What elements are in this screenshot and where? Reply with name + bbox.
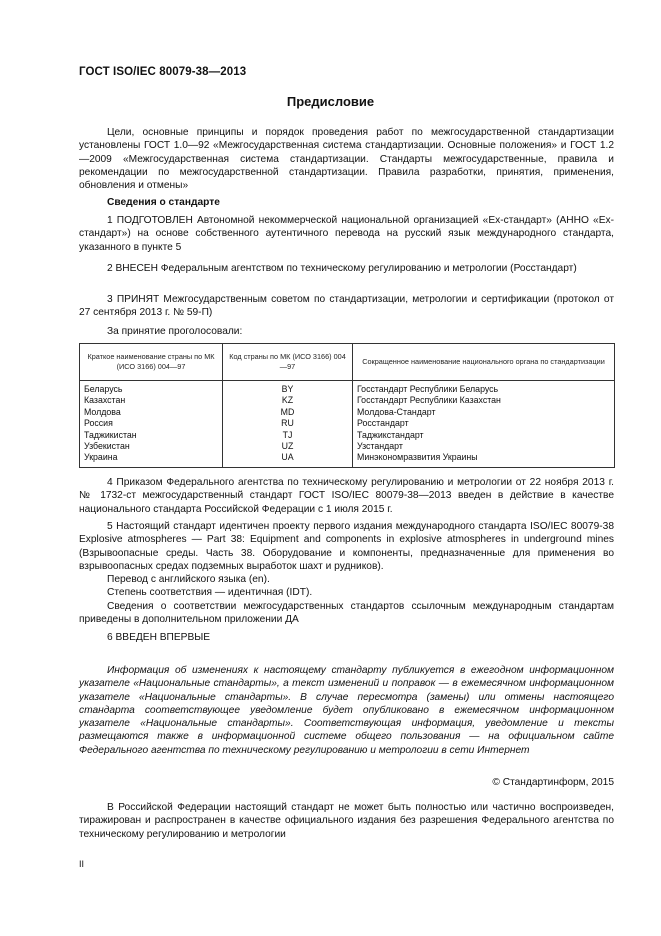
item-6 [79, 631, 614, 644]
country-name: Беларусь [80, 381, 223, 396]
standards-body: Росстандарт [353, 418, 615, 429]
vote-label: За принятие проголосовали: [107, 326, 243, 337]
standards-body: Госстандарт Республики Казахстан [353, 395, 615, 406]
table-row [80, 441, 615, 452]
item-1-text: 1 ПОДГОТОВЛЕН Автономной некоммерческой национальной организацией «Ех-стандарт» (АННО «Ех-стандарт») на основе собственного аутентичного перевода на русский язык международного стандарта, указанного в пункте 5 [79, 215, 614, 253]
standards-body: Узстандарт [353, 441, 615, 452]
item-4-text: 4 Приказом Федерального агентства по техническому регулированию и метрологии от 22 ноября 2013 г. № 1732-ст межгосударственный стандарт ГОСТ ISO/IEC 80079-38—2013 введен в действие в качестве национального стандарта Российской Федерации с 1 июля 2015 г. [79, 477, 614, 515]
country-name: Украина [80, 452, 223, 467]
country-code: RU [223, 418, 353, 429]
intro-block [79, 126, 614, 192]
item-3 [79, 293, 614, 320]
item-2-text: 2 ВНЕСЕН Федеральным агентством по техническому регулированию и метрологии (Росстандарт) [107, 263, 577, 274]
page-title: Предисловие [286, 94, 375, 109]
table-header-cell: Сокращенное наименование национального органа по стандартизации [353, 344, 615, 381]
item-3-text: 3 ПРИНЯТ Межгосударственным советом по стандартизации, метрологии и сертификации (протокол от 27 сентября 2013 г. № 59-П) [79, 294, 614, 319]
country-code: MD [223, 407, 353, 418]
info-block [79, 664, 614, 757]
table-header-cell: Код страны по МК (ИСО 3166) 004—97 [223, 344, 353, 381]
country-name: Таджикистан [80, 430, 223, 441]
item-6-text: 6 ВВЕДЕН ВПЕРВЫЕ [107, 632, 211, 643]
standards-body: Молдова-Стандарт [353, 407, 615, 418]
copyright: © Стандартинформ, 2015 [492, 777, 614, 788]
country-name: Казахстан [80, 395, 223, 406]
intro-paragraph: Цели, основные принципы и порядок проведения работ по межгосударственной стандартизации установлены ГОСТ 1.0—92 «Межгосударственная система стандартизации. Основные положения» и ГОСТ 1.2—2009 «Межгосударственная система стандартизации. Стандарты межгосударственные, правила и рекомендации по межгосударственной стандартизации. Правила разработки, принятия, применения, обновления и отмены» [79, 127, 614, 192]
standards-body: Минэкономразвития Украины [353, 452, 615, 467]
notice-block [79, 801, 614, 841]
table-row [80, 381, 615, 396]
page-number: II [79, 859, 85, 869]
country-code: UZ [223, 441, 353, 452]
item-5 [79, 520, 614, 626]
item-5-text: 5 Настоящий стандарт идентичен проекту первого издания международного стандарта ISO/IEC 80079-38 Explosive atmospheres — Part 38: Equipment and components in explosive atmospheres in underground mines (Взрывоопасные среды. Часть 38. Оборудование и компоненты, предназначенные для применения во взрывоопасных средах подземных выработок шахт и рудников). [79, 521, 614, 572]
table-header-row [80, 344, 615, 381]
vote-label-block [79, 325, 614, 338]
voting-table [79, 343, 615, 468]
country-name: Узбекистан [80, 441, 223, 452]
section-title: Сведения о стандарте [107, 197, 220, 208]
table-row [80, 418, 615, 429]
country-code: BY [223, 381, 353, 396]
conformity-degree: Степень соответствия — идентичная (IDT). [107, 587, 313, 599]
table-header-cell: Краткое наименование страны по МК (ИСО 3166) 004—97 [80, 344, 223, 381]
info-paragraph: Информация об изменениях к настоящему стандарту публикуется в ежегодном информационном указателе «Национальные стандарты», а текст изменений и поправок — в ежемесячном информационном указателе «Национальные стандарты». В случае пересмотра (замены) или отмены настоящего стандарта соответствующее уведомление будет опубликовано в ежемесячном информационном указателе «Национальные стандарты». Соответствующая информация, уведомление и тексты размещаются также в информационной системе общего пользования — на официальном сайте Федерального агентства по техническому регулированию и метрологии в сети Интернет [79, 665, 614, 756]
translation-note: Перевод с английского языка (en). [107, 574, 270, 586]
country-code: UA [223, 452, 353, 467]
item-1 [79, 214, 614, 254]
notice-paragraph: В Российской Федерации настоящий стандарт не может быть полностью или частично воспроизведен, тиражирован и распространен в качестве официального издания без разрешения Федерального агентства по техническому регулированию и метрологии [79, 802, 614, 840]
country-name: Россия [80, 418, 223, 429]
country-code: TJ [223, 430, 353, 441]
document-header: ГОСТ ISO/IEC 80079-38—2013 [79, 66, 247, 78]
table-row [80, 407, 615, 418]
standards-body: Госстандарт Республики Беларусь [353, 381, 615, 396]
item-2 [79, 262, 614, 275]
table-row [80, 430, 615, 441]
table-row [80, 452, 615, 467]
item-4 [79, 476, 614, 516]
country-name: Молдова [80, 407, 223, 418]
references-note: Сведения о соответствии межгосударственных стандартов ссылочным международным стандартам приведены в дополнительном приложении ДА [79, 600, 614, 626]
standards-body: Таджикстандарт [353, 430, 615, 441]
table-row [80, 395, 615, 406]
country-code: KZ [223, 395, 353, 406]
